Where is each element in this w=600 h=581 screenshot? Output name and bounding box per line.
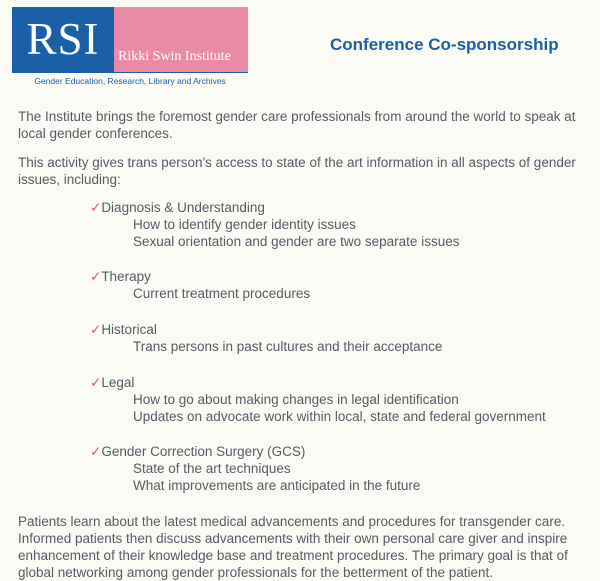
logo-initials: RSI <box>12 7 114 72</box>
topic-item: What improvements are anticipated in the future <box>133 478 421 493</box>
topic-title: Diagnosis & Understanding <box>101 200 265 215</box>
topic-title: Historical <box>101 322 157 337</box>
topic-title: Gender Correction Surgery (GCS) <box>101 444 306 459</box>
topic-list <box>90 199 590 494</box>
topic-item: Updates on advocate work within local, state and federal government <box>133 409 546 424</box>
logo-name: Rikki Swin Institute <box>118 49 231 64</box>
topic-item: How to identify gender identity issues <box>133 217 356 232</box>
topic-legal <box>90 374 590 425</box>
topic-item: Current treatment procedures <box>133 286 311 301</box>
topic-historical <box>90 321 590 355</box>
page-title: Conference Co-sponsorship <box>330 35 559 54</box>
check-icon: ✓ <box>90 322 102 337</box>
topic-therapy <box>90 268 590 302</box>
topic-item: Sexual orientation and gender are two separate issues <box>133 234 460 249</box>
logo-tagline: Gender Education, Research, Library and Archives <box>34 76 226 86</box>
check-icon: ✓ <box>90 444 102 459</box>
topic-title: Legal <box>101 375 135 390</box>
check-icon: ✓ <box>90 200 102 215</box>
institute-logo <box>12 7 248 89</box>
topic-item: Trans persons in past cultures and their acceptance <box>133 339 443 354</box>
check-icon: ✓ <box>90 375 102 390</box>
intro-paragraph-1: The Institute brings the foremost gender care professionals from around the world to speak at local gender conferences. <box>18 109 576 141</box>
logo-divider <box>12 72 248 73</box>
topic-item: State of the art techniques <box>133 461 291 476</box>
topic-diagnosis <box>90 199 590 250</box>
topic-item: How to go about making changes in legal identification <box>133 392 459 407</box>
check-icon: ✓ <box>90 269 102 284</box>
intro-paragraph-2: This activity gives trans person's access to state of the art information in all aspects of gender issues, including: <box>18 155 576 187</box>
topic-gcs <box>90 443 590 494</box>
topic-title: Therapy <box>101 269 151 284</box>
closing-paragraph: Patients learn about the latest medical advancements and procedures for transgender care. Informed patients then discuss advancements with their own personal care giver and inspire enhancement of their knowledge base and treatment procedures. The primary goal is that of global networking among gender professionals for the betterment of the patient. <box>18 514 568 580</box>
